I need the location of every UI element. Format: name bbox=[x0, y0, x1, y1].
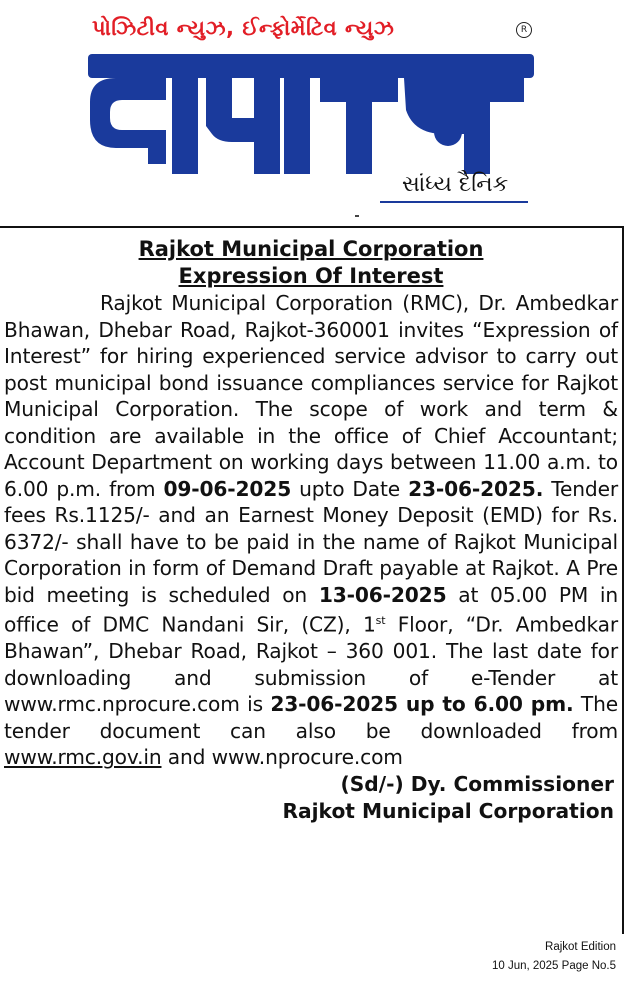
page-footer bbox=[492, 938, 616, 976]
signature-line: (Sd/-) Dy. Commissioner bbox=[340, 771, 614, 796]
subtitle-rule bbox=[380, 201, 528, 203]
masthead bbox=[0, 0, 626, 222]
body-part-6: The tender document can also be downloaded from bbox=[4, 692, 618, 743]
registered-mark: R bbox=[516, 22, 532, 38]
notice-body bbox=[4, 290, 618, 771]
divider-mark bbox=[355, 215, 359, 217]
last-date: 23-06-2025 up to 6.00 pm. bbox=[270, 692, 574, 717]
edition-label: Rajkot Edition bbox=[545, 941, 616, 953]
body-part-1: Rajkot Municipal Corporation (RMC), Dr. Ambedkar Bhawan, Dhebar Road, Rajkot-360001 invites “Expression of Interest” for hiring experienced service advisor to carry out post municipal bond issuance compliances service for Rajkot Municipal Corporation. The scope of work and term & condition are available in the office of Chief Accountant; Account Department on working days between 11.00 a.m. to 6.00 p.m. from bbox=[4, 291, 618, 501]
body-part-3: Tender fees Rs.1125/- and an Earnest Money Deposit (EMD) for Rs. 6372/- shall have to be paid in the name of Rajkot Municipal Corporation in form of Demand Draft payable at Rajkot. A Pre bid meeting is scheduled on bbox=[4, 476, 618, 607]
body-part-2: upto Date bbox=[299, 476, 401, 501]
newspaper-logo bbox=[88, 46, 534, 176]
body-part-5: Floor, “Dr. Ambedkar Bhawan”, Dhebar Road, Rajkot – 360 001. The last date for downloading and submission of e-Tender at www.rmc.nprocure.com is bbox=[4, 612, 619, 717]
tagline: પોઝિટીવ ન્યુઝ, ઈન્ફોર્મેટિવ ન્યુઝ bbox=[92, 16, 395, 40]
floor-superscript: st bbox=[375, 614, 386, 627]
body-part-4: at 05.00 PM in office of DMC Nandani Sir, (CZ), 1 bbox=[4, 582, 618, 637]
date-page-label: 10 Jun, 2025 Page No.5 bbox=[491, 960, 616, 972]
body-part-7: and www.nprocure.com bbox=[167, 745, 403, 770]
tender-notice bbox=[0, 226, 624, 934]
rmc-website-link[interactable]: www.rmc.gov.in bbox=[4, 745, 162, 770]
prebid-date: 13-06-2025 bbox=[318, 582, 447, 607]
start-date: 09-06-2025 bbox=[163, 476, 292, 501]
notice-title: Rajkot Municipal Corporation bbox=[138, 237, 484, 261]
notice-subtitle: Expression Of Interest bbox=[178, 264, 444, 288]
end-date: 23-06-2025. bbox=[408, 476, 544, 501]
signature-org: Rajkot Municipal Corporation bbox=[282, 798, 614, 823]
edition-subtitle: સાંધ્ય દૈનિક bbox=[402, 172, 509, 197]
